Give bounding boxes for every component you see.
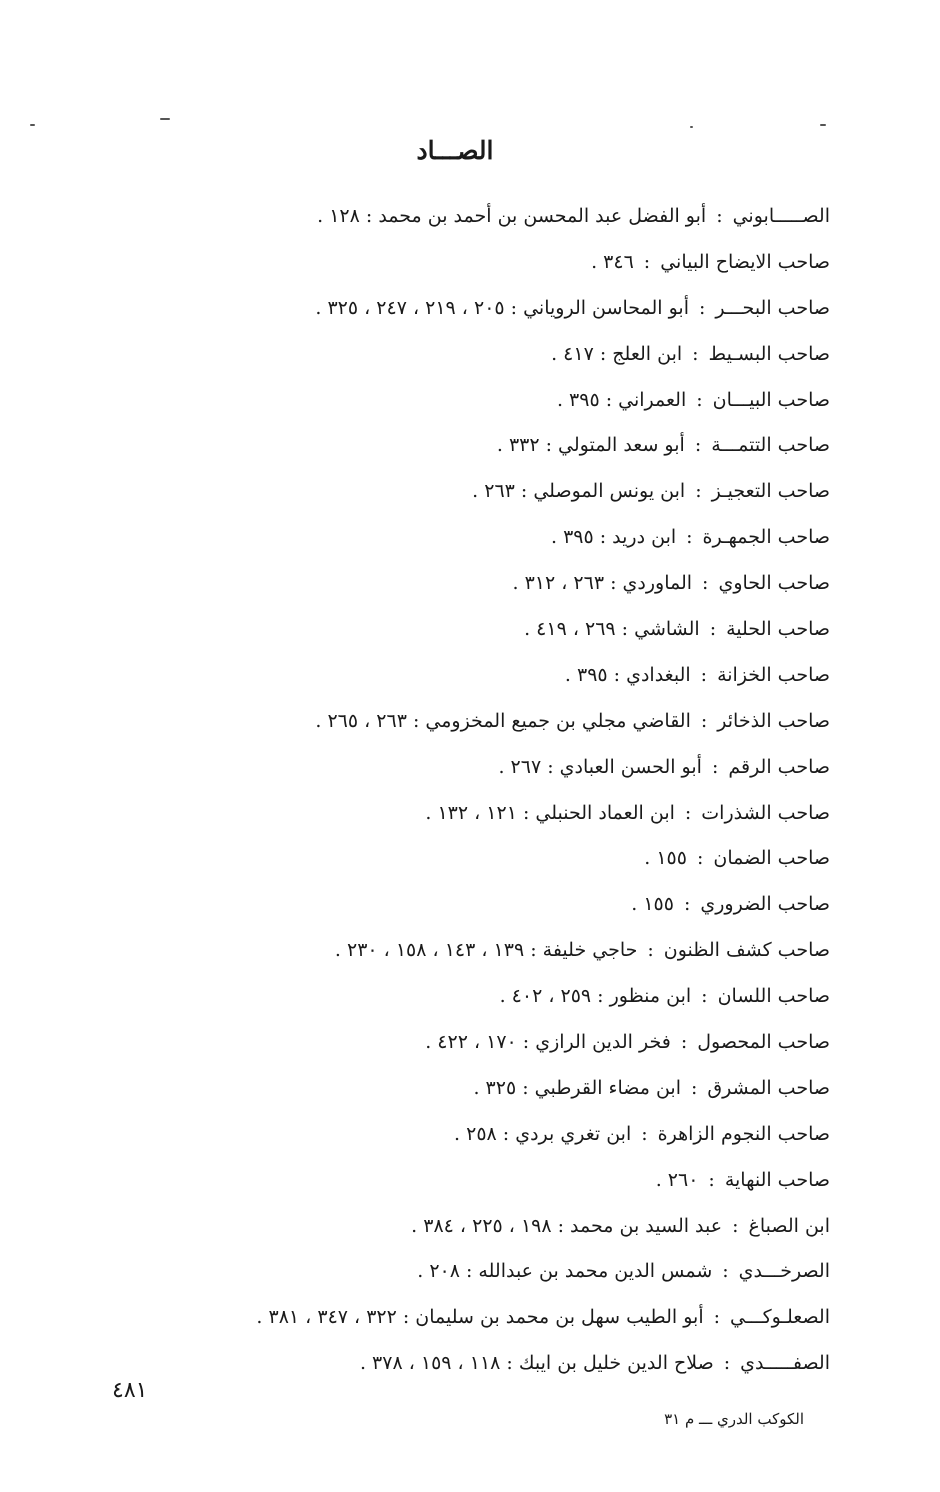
index-entry [50, 1297, 830, 1343]
index-entry [50, 1114, 830, 1160]
entry-name: الصعلـوكـــي [730, 1306, 830, 1329]
entry-separator: : [701, 985, 708, 1008]
index-entry [50, 242, 830, 288]
index-entry [50, 884, 830, 930]
index-entry [50, 196, 830, 242]
entry-name: صاحب البحـــر [715, 296, 830, 319]
entry-name: صاحب الضمان [713, 847, 830, 870]
entry-separator: : [698, 296, 706, 319]
entry-separator: : [702, 572, 709, 595]
entry-value: القاضي مجلي بن جميع المخزومي : ٢٦٣ ، ٢٦٥ . [315, 709, 691, 732]
entry-name: صاحب المحصول [697, 1031, 830, 1054]
entry-value: البغدادي : ٣٩٥ . [564, 663, 691, 686]
entry-value: ابن منظور : ٢٥٩ ، ٤٠٢ . [499, 985, 692, 1008]
entry-separator: : [683, 893, 691, 916]
scan-speck [30, 124, 35, 126]
entry-separator: : [696, 388, 703, 411]
index-entry [50, 1206, 830, 1252]
entry-value: أبو المحاسن الروياني : ٢٠٥ ، ٢١٩ ، ٢٤٧ ، ٣٢٥ . [315, 296, 689, 319]
entry-value: ابن دريد : ٣٩٥ . [550, 526, 677, 549]
entry-value: أبو سعد المتولي : ٣٣٢ . [496, 434, 685, 457]
entry-separator: : [686, 526, 693, 549]
entry-name: صاحب كشف الظنون [663, 939, 830, 962]
entry-separator: : [694, 434, 702, 457]
entry-name: صاحب الضروري [700, 893, 830, 916]
entry-separator: : [732, 1214, 739, 1237]
entry-name: الصرخـــدي [738, 1260, 830, 1283]
index-entry [50, 334, 830, 380]
page-number: ٤٨١ [112, 1378, 148, 1403]
index-entry [50, 517, 830, 563]
index-entry [50, 288, 830, 334]
index-entry [50, 380, 830, 426]
entry-separator: : [695, 480, 702, 503]
index-entry [50, 793, 830, 839]
footer-signature: الكوكب الدري ـــ م ٣١ [664, 1410, 804, 1428]
entry-value: ابن العلج : ٤١٧ . [551, 342, 683, 365]
entry-value: صلاح الدين خليل بن ايبك : ١١٨ ، ١٥٩ ، ٣٧٨ . [359, 1352, 714, 1375]
entry-name: صاحب التعجيـز [711, 480, 830, 503]
entry-value: فخر الدين الرازي : ١٧٠ ، ٤٢٢ . [425, 1031, 671, 1054]
entry-name: الصفـــــدي [740, 1352, 830, 1375]
index-entry [50, 701, 830, 747]
scan-speck [160, 118, 170, 120]
entry-name: ابن الصباغ [748, 1214, 830, 1237]
entry-name: صاحب الذخائر [717, 709, 830, 732]
entry-value: الماوردي : ٢٦٣ ، ٣١٢ . [512, 572, 693, 595]
entry-value: ابن العماد الحنبلي : ١٢١ ، ١٣٢ . [425, 801, 675, 824]
entry-name: صاحب النهاية [724, 1168, 830, 1191]
entry-separator: : [711, 755, 719, 778]
entry-name: صاحب الخزانة [717, 663, 830, 686]
entry-value: ابن مضاء القرطبي : ٣٢٥ . [473, 1076, 681, 1099]
index-entry [50, 976, 830, 1022]
entry-separator: : [722, 1260, 729, 1283]
entry-name: صاحب الحلية [726, 618, 830, 641]
entry-name: صاحب الرقم [728, 755, 830, 778]
entry-value: الشاشي : ٢٦٩ ، ٤١٩ . [524, 618, 700, 641]
entry-value: أبو الطيب سهل بن محمد بن سليمان : ٣٢٢ ، ٣٤٧ ، ٣٨١ . [256, 1306, 704, 1329]
entry-separator: : [692, 342, 699, 365]
entry-name: صاحب الايضاح البياني [660, 250, 830, 273]
scan-speck [820, 124, 826, 126]
index-entry [50, 563, 830, 609]
entry-name: صاحب البسـيط [708, 342, 830, 365]
index-entry [50, 471, 830, 517]
entry-value: ١٥٥ . [644, 847, 687, 870]
entry-separator: : [716, 205, 723, 227]
index-entry [50, 747, 830, 793]
index-entries [50, 196, 830, 1389]
entry-value: العمراني : ٣٩٥ . [556, 388, 687, 411]
entry-separator: : [691, 1076, 698, 1099]
entry-value: ابن تغري بردي : ٢٥٨ . [454, 1122, 632, 1145]
index-entry [50, 425, 830, 471]
entry-name: صاحب المشرق [707, 1076, 830, 1099]
entry-separator: : [647, 939, 654, 962]
entry-name: صاحب النجوم الزاهرة [657, 1122, 830, 1145]
index-entry [50, 1251, 830, 1297]
entry-separator: : [680, 1031, 688, 1054]
entry-value: ٣٤٦ . [591, 250, 634, 273]
entry-name: صاحب الحاوي [718, 572, 830, 595]
entry-separator: : [700, 663, 708, 686]
entry-name: صاحب الشذرات [701, 801, 830, 824]
index-entry [50, 655, 830, 701]
entry-name: صاحب اللسان [717, 985, 830, 1008]
index-entry [50, 1160, 830, 1206]
entry-separator: : [643, 250, 651, 273]
entry-value: أبو الفضل عبد المحسن بن أحمد بن محمد : ١٢٨ . [317, 205, 707, 227]
index-entry [50, 1343, 830, 1389]
index-entry [50, 1022, 830, 1068]
entry-separator: : [700, 709, 708, 732]
entry-name: الصـــــابوني [732, 205, 830, 227]
entry-separator: : [696, 847, 704, 870]
entry-value: شمس الدين محمد بن عبدالله : ٢٠٨ . [417, 1260, 713, 1283]
index-entry [50, 1068, 830, 1114]
entry-separator: : [713, 1306, 721, 1329]
entry-value: ابن يونس الموصلي : ٢٦٣ . [472, 480, 686, 503]
index-entry [50, 930, 830, 976]
entry-separator: : [709, 618, 717, 641]
entry-separator: : [723, 1352, 731, 1375]
scan-speck [690, 126, 693, 128]
entry-value: عبد السيد بن محمد : ١٩٨ ، ٢٢٥ ، ٣٨٤ . [411, 1214, 723, 1237]
entry-value: ١٥٥ . [631, 893, 674, 916]
section-heading: الصـــاد [416, 136, 494, 165]
entry-name: صاحب الجمهـرة [702, 526, 830, 549]
entry-value: أبو الحسن العبادي : ٢٦٧ . [498, 755, 702, 778]
entry-separator: : [708, 1168, 715, 1191]
entry-value: ٢٦٠ . [655, 1168, 699, 1191]
index-entry [50, 838, 830, 884]
index-entry [50, 609, 830, 655]
entry-name: صاحب التتمـــة [711, 434, 830, 457]
entry-separator: : [684, 801, 692, 824]
entry-value: حاجي خليفة : ١٣٩ ، ١٤٣ ، ١٥٨ ، ٢٣٠ . [334, 939, 638, 962]
entry-separator: : [641, 1122, 648, 1145]
entry-name: صاحب البيـــان [712, 388, 830, 411]
